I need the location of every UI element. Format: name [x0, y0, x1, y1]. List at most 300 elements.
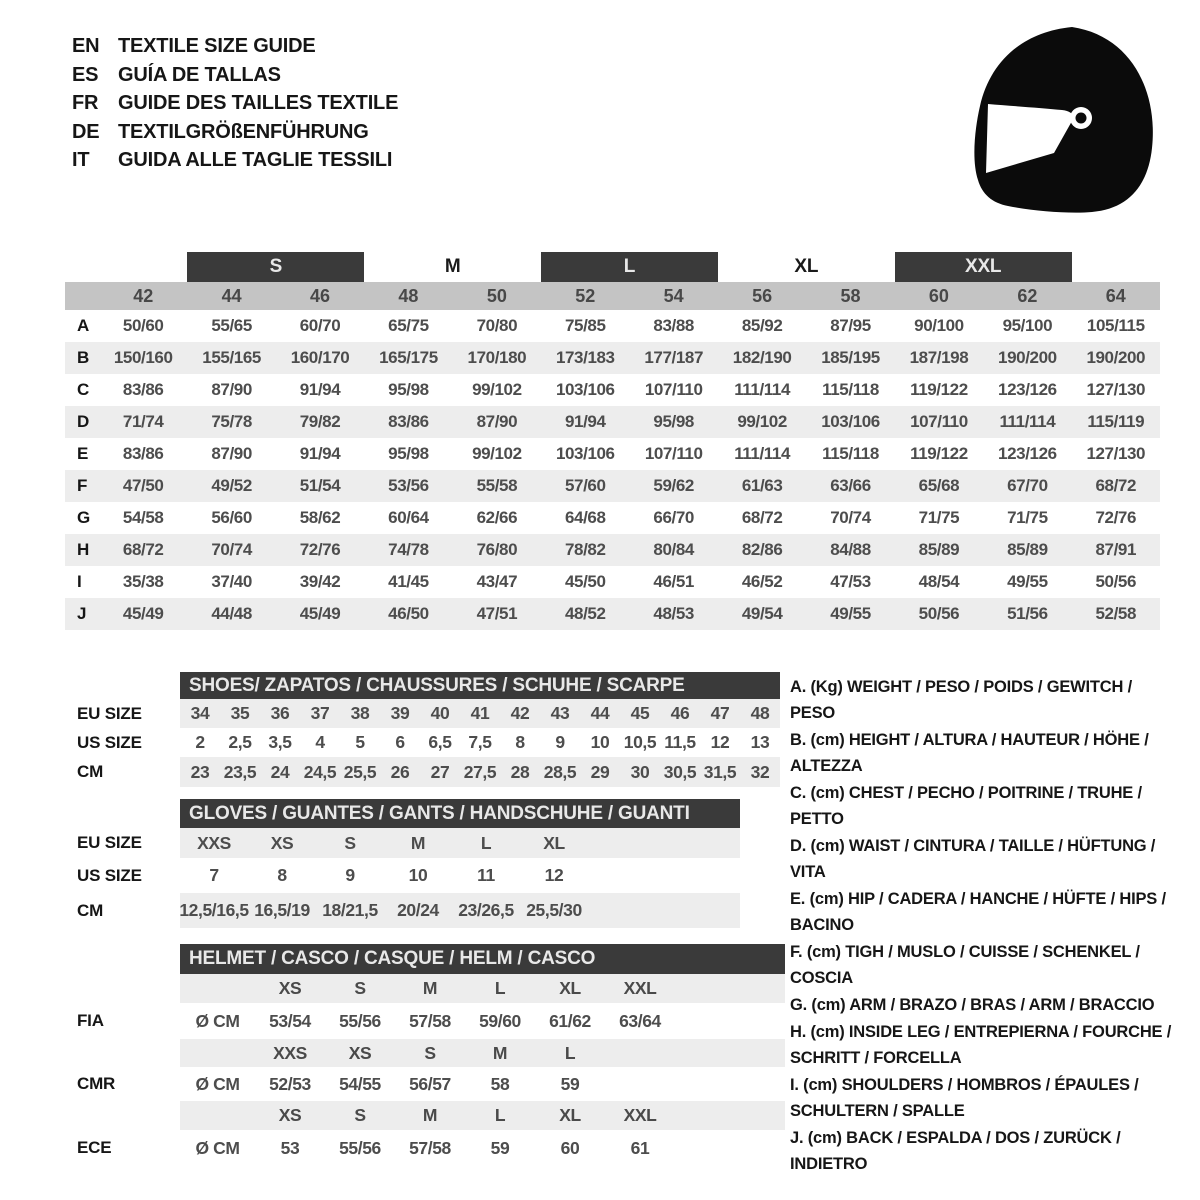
language-row — [72, 146, 398, 175]
cell: 51/56 — [1007, 604, 1048, 623]
section-title: HELMET / CASCO / CASQUE / HELM / CASCO — [180, 944, 785, 974]
table-row — [65, 470, 1160, 502]
cell: 87/95 — [830, 316, 871, 335]
numeric-size: 44 — [221, 285, 242, 306]
cell: 83/88 — [653, 316, 694, 335]
cell: 68/72 — [741, 508, 783, 527]
cell: 10 — [590, 732, 610, 752]
cell: 95/98 — [653, 412, 694, 431]
cell: 54/58 — [122, 508, 164, 527]
table-row — [65, 598, 1160, 630]
size-header-cell: XL — [559, 978, 581, 998]
cell: 61/63 — [741, 476, 783, 495]
language-title-list — [72, 32, 398, 175]
cell: 177/187 — [644, 348, 704, 367]
cell: 115/119 — [1087, 412, 1145, 431]
unit-label: Ø CM — [195, 1010, 240, 1031]
size-header-cell: XS — [348, 1042, 372, 1063]
size-header-cell: XXS — [273, 1042, 307, 1063]
cell: 24 — [270, 761, 290, 782]
table-row — [65, 828, 740, 858]
table-row — [65, 406, 1160, 438]
cell: 39 — [390, 703, 410, 723]
cell: 41 — [470, 703, 490, 723]
cell: 49/52 — [211, 476, 252, 495]
cell: 44/48 — [211, 604, 252, 623]
unit-spacer — [180, 1101, 255, 1130]
row-label-spacer — [65, 1101, 180, 1130]
cell: 59 — [560, 1073, 580, 1094]
row-label: G — [77, 508, 91, 527]
cell: 40 — [430, 703, 450, 723]
row-label: H — [77, 540, 90, 559]
table-row — [65, 1003, 785, 1039]
cell: 8 — [277, 865, 287, 885]
cell: 111/114 — [999, 412, 1056, 431]
cell: 72/76 — [299, 540, 341, 559]
cell: 63/64 — [619, 1010, 661, 1031]
row-values — [180, 858, 740, 893]
cell: 57/58 — [409, 1010, 451, 1031]
cell: 25,5 — [343, 761, 377, 782]
cell: 95/98 — [388, 444, 429, 463]
cell: 58/62 — [299, 508, 341, 527]
cell: 35 — [230, 703, 250, 723]
cell: 30,5 — [663, 761, 697, 782]
row-values — [180, 828, 740, 858]
language-code: FR — [72, 92, 99, 114]
language-title: GUÍA DE TALLAS — [118, 63, 281, 86]
row-label: CM — [77, 900, 104, 920]
cell: 54/55 — [339, 1073, 381, 1094]
cell: 95/100 — [1002, 316, 1053, 335]
row-label-spacer — [65, 1039, 180, 1067]
cell: 58 — [490, 1073, 510, 1094]
language-code: IT — [72, 149, 90, 171]
size-header-cell: L — [494, 978, 506, 998]
table-row — [65, 1130, 785, 1166]
cell: 57/60 — [565, 476, 606, 495]
section-title-gutter — [65, 944, 180, 974]
unit-spacer — [180, 974, 255, 1003]
cell: 87/90 — [476, 412, 518, 431]
cell: 42 — [510, 703, 530, 723]
cell: 24,5 — [303, 761, 337, 782]
unit-label: Ø CM — [195, 1073, 240, 1094]
numeric-size: 60 — [928, 285, 949, 306]
numeric-size: 62 — [1017, 285, 1038, 306]
cell: 59/60 — [479, 1010, 521, 1031]
cell: 5 — [355, 732, 365, 752]
numeric-size: 54 — [663, 285, 684, 306]
row-values — [180, 757, 780, 787]
cell: 119/122 — [910, 380, 968, 399]
cell: 160/170 — [290, 348, 350, 367]
table-row — [65, 374, 1160, 406]
measurement-rows — [65, 310, 1160, 630]
table-row — [65, 699, 780, 728]
main-size-table — [65, 252, 1160, 630]
cell: 82/86 — [741, 540, 783, 559]
table-row — [65, 728, 780, 757]
cell: 36 — [270, 703, 290, 723]
cell: 83/86 — [122, 444, 164, 463]
cell: 57/58 — [409, 1137, 451, 1158]
cell: 46 — [670, 703, 690, 723]
legend-item: D. (cm) WAIST / CINTURA / TAILLE / HÜFTUNG / VITA — [790, 837, 1156, 881]
table-row — [65, 534, 1160, 566]
size-letter-l: L — [541, 252, 718, 282]
cell: 35/38 — [122, 572, 164, 591]
row-label: D — [77, 412, 90, 431]
cell: 65/68 — [918, 476, 960, 495]
cell: 85/89 — [918, 540, 960, 559]
cell: 107/110 — [910, 412, 968, 431]
cell: 123/126 — [998, 444, 1057, 463]
cell: 107/110 — [644, 444, 703, 463]
cell: 48/54 — [918, 572, 960, 591]
cell: 9 — [555, 732, 565, 752]
section-title-gutter — [65, 799, 180, 828]
cell: 85/92 — [741, 316, 783, 335]
cell: 51/54 — [299, 476, 341, 495]
unit-label: Ø CM — [195, 1137, 240, 1158]
cell: 32 — [750, 761, 770, 782]
numeric-size-spacer — [65, 282, 99, 310]
cell: L — [480, 832, 492, 853]
row-values — [180, 728, 780, 757]
language-title: TEXTILGRÖßENFÜHRUNG — [118, 120, 369, 143]
cell: 76/80 — [476, 540, 518, 559]
cell: 87/90 — [211, 444, 252, 463]
cell: 111/114 — [734, 380, 791, 399]
language-title: GUIDE DES TAILLES TEXTILE — [118, 92, 399, 114]
cell: 47/50 — [122, 476, 164, 495]
size-header-cell: XS — [278, 978, 302, 998]
cell: 127/130 — [1086, 444, 1146, 463]
cell: 61 — [630, 1137, 650, 1158]
cell: 105/115 — [1086, 316, 1145, 335]
cell: 60/70 — [299, 316, 341, 335]
language-code: EN — [72, 35, 100, 57]
language-code: DE — [72, 120, 100, 143]
cell: 45/50 — [565, 572, 606, 591]
cell: 2,5 — [228, 732, 252, 752]
cell: 50/56 — [918, 604, 960, 623]
cell: 45/49 — [299, 604, 341, 623]
size-letter-xl: XL — [794, 256, 819, 277]
cell: 55/65 — [211, 316, 252, 335]
helmet-table — [65, 944, 785, 1166]
size-header-cell: XXL — [623, 1105, 657, 1125]
cell: 165/175 — [379, 348, 438, 367]
cell: 7,5 — [468, 732, 492, 752]
cell: 66/70 — [653, 508, 694, 527]
language-row — [72, 118, 398, 147]
size-header-cell: M — [492, 1042, 508, 1063]
cell: 74/78 — [388, 540, 429, 559]
cell: 65/75 — [388, 316, 429, 335]
numeric-size: 58 — [840, 285, 861, 306]
numeric-size: 56 — [752, 285, 773, 306]
table-row — [65, 757, 780, 787]
cell: XL — [543, 832, 565, 853]
row-label-spacer — [65, 974, 180, 1003]
cell: 83/86 — [388, 412, 429, 431]
row-label: E — [77, 444, 89, 463]
cell: 103/106 — [821, 412, 880, 431]
cell: 48/53 — [653, 604, 694, 623]
cell: S — [344, 832, 356, 853]
section-title-row — [65, 799, 740, 828]
cell: 23 — [190, 761, 210, 782]
cell: 107/110 — [644, 380, 703, 399]
row-label: J — [77, 604, 87, 623]
cell: 115/118 — [822, 380, 879, 399]
size-header-cell: XS — [278, 1105, 302, 1125]
cell: 155/165 — [202, 348, 261, 367]
standard-label: CMR — [77, 1074, 116, 1093]
cell: 49/55 — [830, 604, 871, 623]
cell: 173/183 — [555, 348, 615, 367]
cell: 53/54 — [269, 1010, 311, 1031]
helmet-size-header-row — [65, 974, 785, 1003]
row-values — [180, 1130, 785, 1166]
cell: 55/58 — [476, 476, 518, 495]
cell: 9 — [345, 865, 355, 885]
cell: 3,5 — [268, 732, 292, 752]
legend-item: G. (cm) ARM / BRAZO / BRAS / ARM / BRACCIO — [790, 996, 1155, 1014]
cell: 190/200 — [998, 348, 1057, 367]
cell: 60 — [560, 1137, 580, 1158]
size-letter-s: S — [187, 252, 364, 282]
language-row — [72, 89, 398, 118]
cell: XXS — [197, 832, 231, 853]
language-title: GUIDA ALLE TAGLIE TESSILI — [118, 149, 393, 171]
cell: 56/57 — [409, 1073, 451, 1094]
cell: 49/54 — [741, 604, 783, 623]
measurement-legend — [790, 674, 1172, 1178]
helmet-size-header-row — [65, 1101, 785, 1130]
cell: 10 — [408, 865, 428, 885]
cell: 23/26,5 — [458, 900, 514, 920]
cell: 70/74 — [830, 508, 871, 527]
size-header-cell: L — [564, 1042, 576, 1063]
cell: 190/200 — [1086, 348, 1146, 367]
cell: 91/94 — [299, 380, 341, 399]
cell: 46/50 — [388, 604, 429, 623]
table-row — [65, 893, 740, 928]
legend-item: H. (cm) INSIDE LEG / ENTREPIERNA / FOURCHE / SCHRITT / FORCELLA — [790, 1023, 1172, 1067]
cell: 7 — [209, 865, 219, 885]
cell: 79/82 — [299, 412, 341, 431]
cell: XS — [270, 832, 294, 853]
row-label: EU SIZE — [77, 703, 142, 723]
row-label: C — [77, 380, 90, 399]
size-header-cell: L — [494, 1105, 506, 1125]
cell: 55/56 — [339, 1137, 381, 1158]
cell: 20/24 — [397, 900, 439, 920]
section-title-gutter — [65, 672, 180, 699]
language-title: TEXTILE SIZE GUIDE — [118, 35, 316, 57]
section-title-row — [65, 672, 780, 699]
cell: 123/126 — [998, 380, 1057, 399]
cell: 185/195 — [821, 348, 880, 367]
cell: 46/52 — [741, 572, 783, 591]
size-letter-spacer — [65, 252, 187, 282]
row-label: US SIZE — [77, 732, 142, 752]
cell: 60/64 — [388, 508, 429, 527]
language-code: ES — [72, 63, 99, 86]
row-label: EU SIZE — [77, 833, 142, 852]
cell: 71/74 — [122, 412, 164, 431]
cell: 85/89 — [1007, 540, 1048, 559]
cell: 150/160 — [113, 348, 173, 367]
cell: 18/21,5 — [322, 900, 378, 920]
cell: 31,5 — [703, 761, 737, 782]
size-letter-xxl: XXL — [895, 252, 1072, 282]
cell: 27 — [430, 761, 450, 782]
row-values — [180, 1101, 785, 1130]
row-values — [180, 1003, 785, 1039]
cell: 41/45 — [388, 572, 429, 591]
table-row — [65, 310, 1160, 342]
cell: 49/55 — [1007, 572, 1048, 591]
cell: 56/60 — [211, 508, 252, 527]
cell: 47/51 — [476, 604, 518, 623]
cell: 72/76 — [1095, 508, 1137, 527]
cell: 83/86 — [122, 380, 164, 399]
cell: 28 — [510, 761, 530, 782]
cell: 99/102 — [472, 380, 522, 399]
cell: 115/118 — [822, 444, 879, 463]
cell: 37/40 — [211, 572, 252, 591]
gloves-table — [65, 799, 740, 928]
table-row — [65, 502, 1160, 534]
row-values — [180, 699, 780, 728]
cell: 45 — [630, 703, 650, 723]
cell: 6,5 — [428, 732, 452, 752]
cell: 52/53 — [269, 1073, 311, 1094]
cell: 62/66 — [476, 508, 518, 527]
cell: 55/56 — [339, 1010, 381, 1031]
row-label: CM — [77, 762, 104, 781]
cell: 91/94 — [565, 412, 606, 431]
legend-item: E. (cm) HIP / CADERA / HANCHE / HÜFTE / HIPS / BACINO — [790, 890, 1166, 934]
cell: 43/47 — [476, 572, 518, 591]
cell: 75/85 — [565, 316, 606, 335]
table-row — [65, 858, 740, 893]
shoes-table — [65, 672, 780, 787]
cell: 70/80 — [476, 316, 518, 335]
cell: 71/75 — [918, 508, 960, 527]
cell: 48 — [750, 703, 770, 723]
row-label: US SIZE — [77, 865, 142, 885]
cell: 37 — [310, 703, 330, 723]
standard-label: ECE — [77, 1138, 112, 1157]
cell: 13 — [750, 732, 770, 752]
cell: 99/102 — [472, 444, 522, 463]
row-label: F — [77, 476, 88, 495]
size-header-cell: XL — [559, 1105, 581, 1125]
cell: 119/122 — [910, 444, 968, 463]
cell: 90/100 — [914, 316, 964, 335]
cell: 47 — [710, 703, 730, 723]
row-label: B — [77, 348, 90, 367]
cell: 44 — [590, 703, 610, 723]
section-title: GLOVES / GUANTES / GANTS / HANDSCHUHE / GUANTI — [180, 799, 740, 828]
cell: 2 — [195, 732, 205, 752]
section-title: SHOES/ ZAPATOS / CHAUSSURES / SCHUHE / SCARPE — [180, 672, 780, 699]
cell: 111/114 — [734, 444, 791, 463]
cell: 127/130 — [1086, 380, 1146, 399]
cell: 34 — [190, 703, 210, 723]
cell: 187/198 — [909, 348, 969, 367]
cell: 16,5/19 — [254, 900, 310, 920]
row-values — [180, 1067, 785, 1101]
cell: 78/82 — [565, 540, 606, 559]
cell: 8 — [515, 732, 525, 752]
numeric-size: 50 — [486, 285, 507, 306]
cell: 39/42 — [299, 572, 341, 591]
cell: 67/70 — [1007, 476, 1048, 495]
cell: 91/94 — [299, 444, 341, 463]
cell: 170/180 — [467, 348, 527, 367]
cell: 6 — [395, 732, 405, 752]
cell: 45/49 — [122, 604, 164, 623]
numeric-size: 46 — [310, 285, 331, 306]
size-header-cell: S — [354, 1105, 366, 1125]
cell: 29 — [590, 761, 610, 782]
table-row — [65, 566, 1160, 598]
cell: 12 — [544, 865, 564, 885]
cell: 103/106 — [555, 380, 615, 399]
size-letter-spacer — [1072, 252, 1160, 282]
legend-item: A. (Kg) WEIGHT / PESO / POIDS / GEWITCH / PESO — [790, 678, 1132, 722]
row-label: I — [77, 572, 82, 591]
cell: 27,5 — [463, 761, 497, 782]
size-header-cell: M — [422, 1105, 438, 1125]
helmet-icon — [952, 22, 1182, 218]
legend-item: C. (cm) CHEST / PECHO / POITRINE / TRUHE / PETTO — [790, 784, 1142, 828]
cell: 12 — [710, 732, 730, 752]
cell: 46/51 — [653, 572, 694, 591]
legend-item: B. (cm) HEIGHT / ALTURA / HAUTEUR / HÖHE / ALTEZZA — [790, 731, 1149, 775]
numeric-size: 52 — [575, 285, 596, 306]
section-title-row — [65, 944, 785, 974]
numeric-size: 42 — [133, 285, 154, 306]
cell: 84/88 — [830, 540, 871, 559]
cell: 10,5 — [623, 732, 657, 752]
size-header-cell: S — [354, 978, 366, 998]
size-header-cell: S — [424, 1042, 436, 1063]
numeric-size-row — [65, 282, 1160, 310]
cell: 25,5/30 — [526, 900, 582, 920]
table-row — [65, 438, 1160, 470]
cell: 52/58 — [1095, 604, 1137, 623]
legend-item: J. (cm) BACK / ESPALDA / DOS / ZURÜCK / INDIETRO — [790, 1129, 1121, 1173]
row-values — [180, 1039, 785, 1067]
legend-item: I. (cm) SHOULDERS / HOMBROS / ÉPAULES / SCHULTERN / SPALLE — [790, 1076, 1139, 1120]
language-row — [72, 61, 398, 90]
cell: 11 — [477, 865, 495, 885]
size-header-cell: M — [422, 978, 438, 998]
numeric-size: 64 — [1105, 285, 1126, 306]
cell: 95/98 — [388, 380, 429, 399]
numeric-size: 48 — [398, 285, 419, 306]
cell: 4 — [315, 732, 325, 752]
unit-spacer — [180, 1039, 255, 1067]
